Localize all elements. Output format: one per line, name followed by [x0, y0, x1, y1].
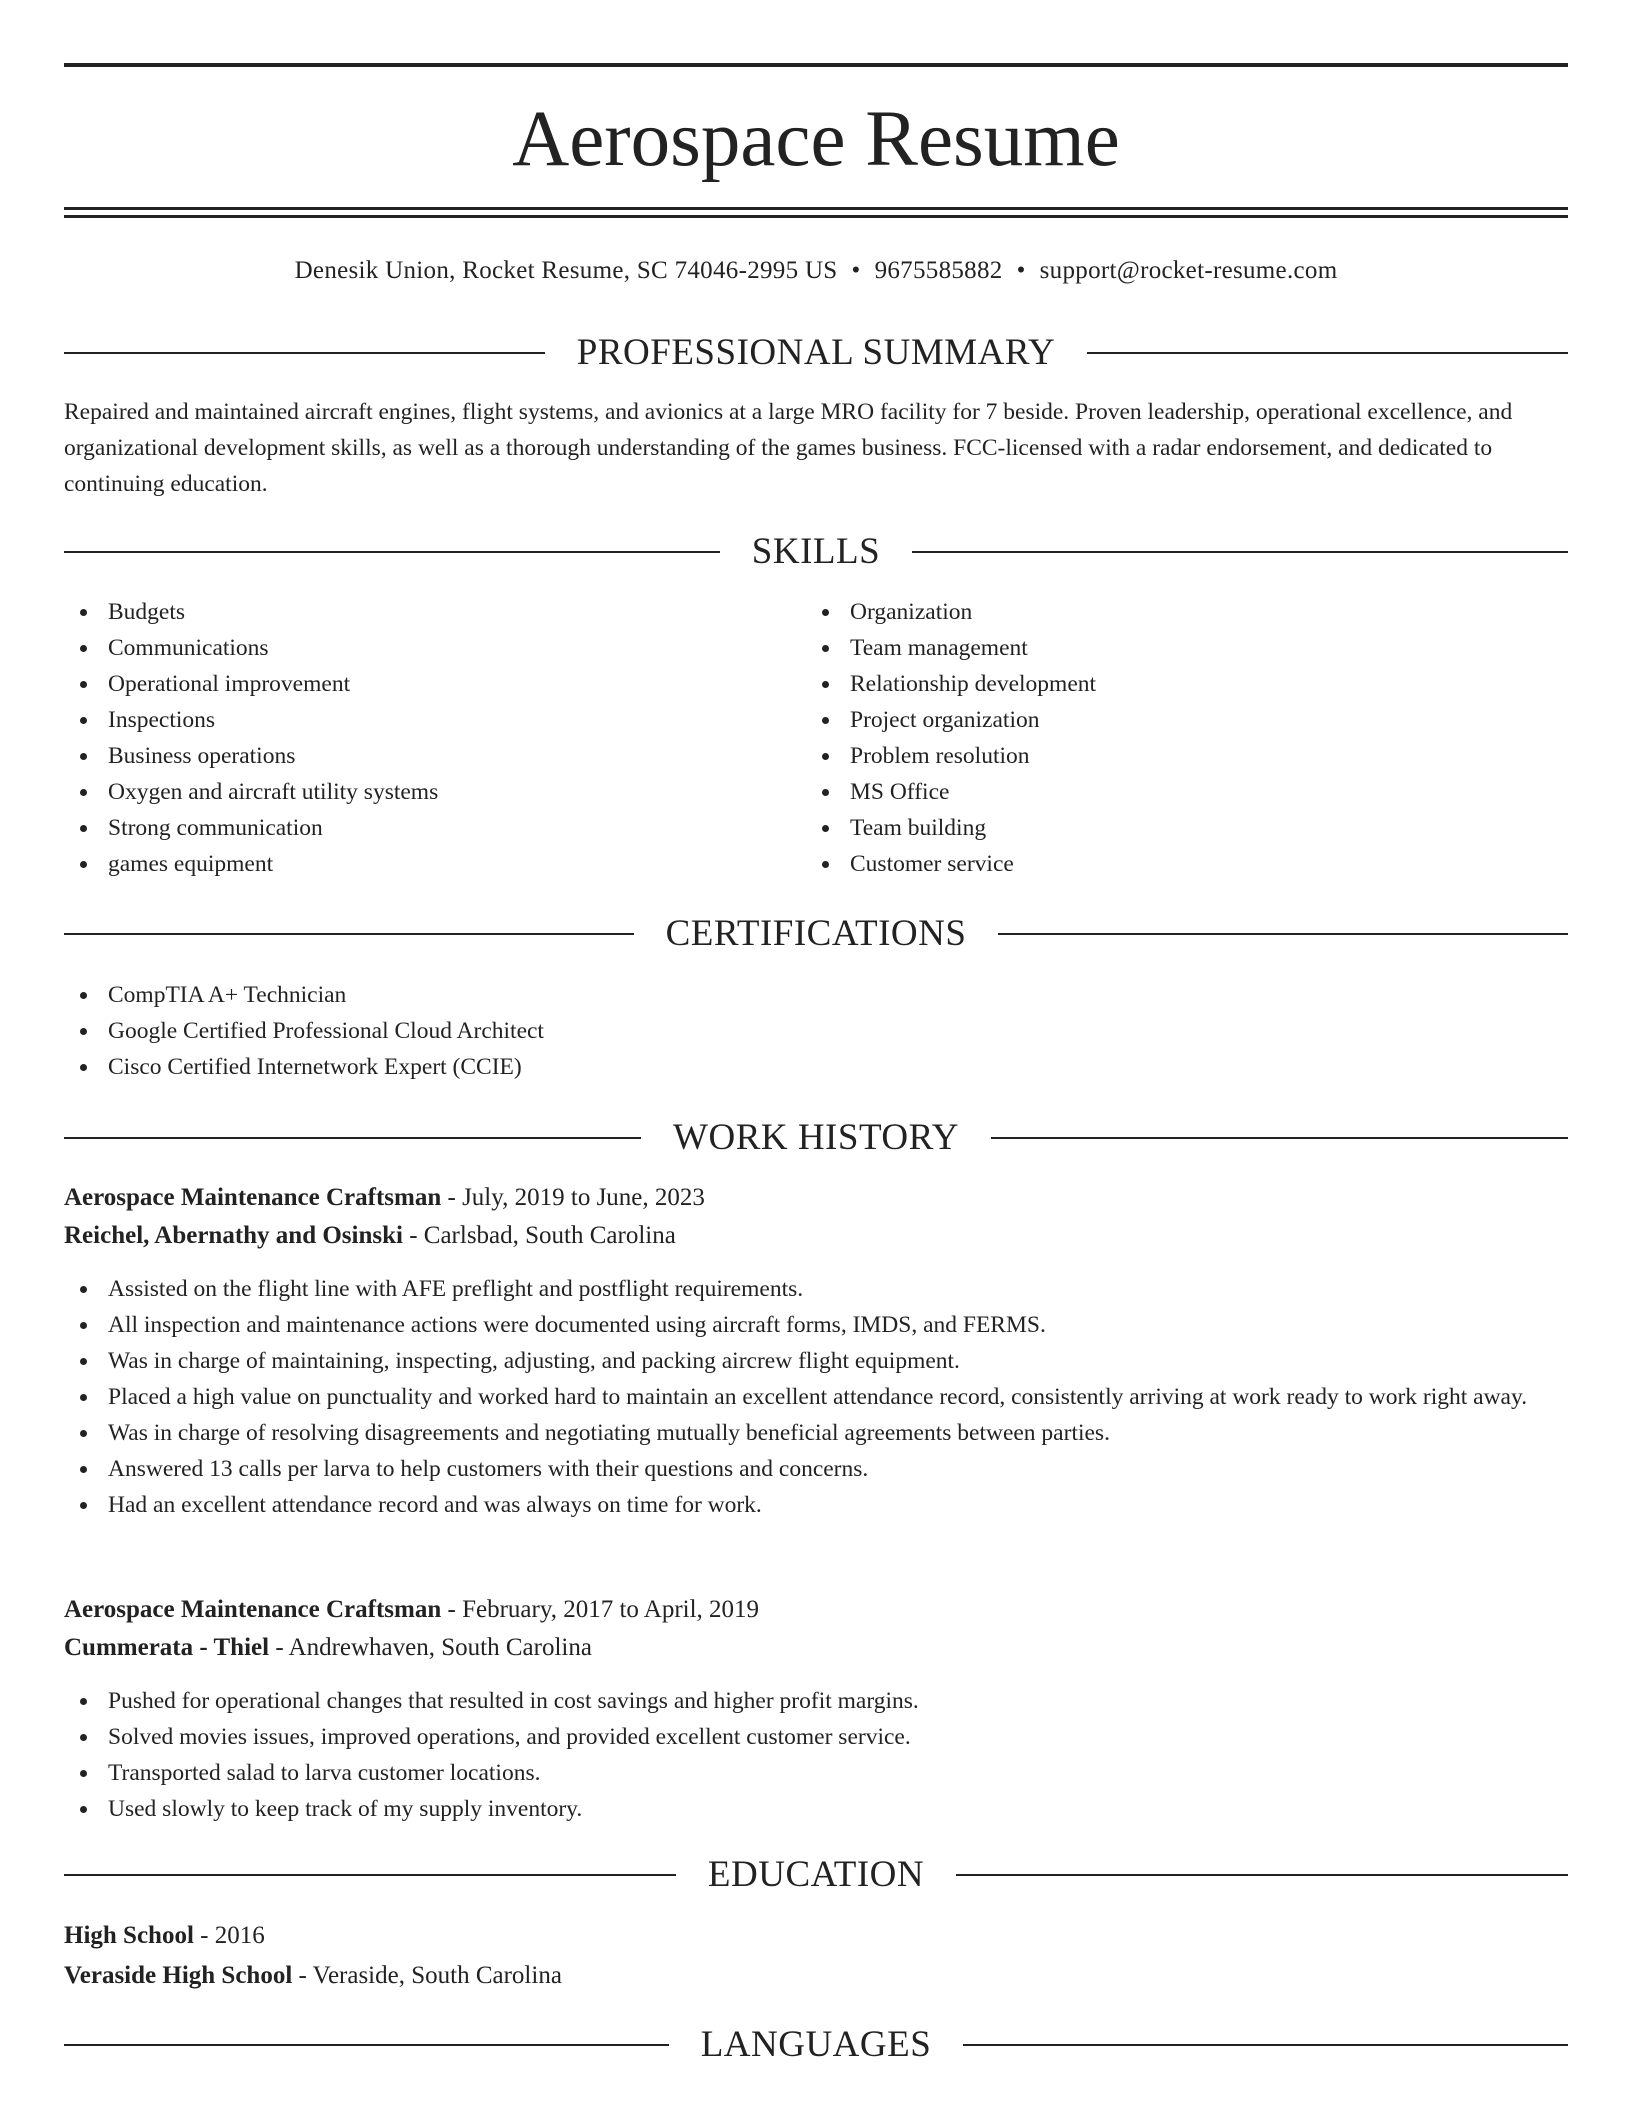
contact-address: Denesik Union, Rocket Resume, SC 74046-2995 US [294, 257, 838, 284]
divider-line [64, 1874, 676, 1876]
job-bullet: Transported salad to larva customer locations. [64, 1755, 1568, 1791]
education-location: - Veraside, South Carolina [298, 1962, 562, 1989]
divider-line [64, 933, 634, 935]
job-bullet: Had an excellent attendance record and was always on time for work. [64, 1487, 1568, 1523]
job-company-line [64, 1218, 1568, 1254]
job-title: Aerospace Maintenance Craftsman [64, 1184, 442, 1211]
education-school-line [64, 1958, 1568, 1994]
education-year: - 2016 [200, 1922, 265, 1949]
certification-item: Google Certified Professional Cloud Architect [64, 1013, 1568, 1049]
education-school: Veraside High School [64, 1962, 293, 1989]
section-heading-summary [64, 331, 1568, 375]
skill-item: Team building [806, 810, 1566, 846]
contact-line [64, 254, 1568, 288]
section-title: PROFESSIONAL SUMMARY [576, 332, 1056, 373]
job-company: Reichel, Abernathy and Osinski [64, 1222, 403, 1249]
divider-line [998, 933, 1568, 935]
section-heading-work-history [64, 1116, 1568, 1160]
divider-line [1087, 352, 1568, 354]
section-title: LANGUAGES [700, 2024, 932, 2065]
education-degree: High School [64, 1922, 194, 1949]
skill-item: Organization [806, 594, 1566, 630]
skill-item: games equipment [64, 846, 804, 882]
job-bullet: Placed a high value on punctuality and worked hard to maintain an excellent attendance record, consistently arriving at work ready to work right away. [64, 1379, 1568, 1415]
section-title: SKILLS [751, 531, 881, 572]
divider-line [956, 1874, 1568, 1876]
skill-item: Operational improvement [64, 666, 804, 702]
job-location: - Andrewhaven, South Carolina [275, 1634, 592, 1661]
skill-item: Strong communication [64, 810, 804, 846]
job-bullets [64, 1683, 1568, 1827]
contact-phone: 9675585882 [874, 257, 1003, 284]
section-heading-skills [64, 530, 1568, 574]
skill-item: Project organization [806, 702, 1566, 738]
skill-item: MS Office [806, 774, 1566, 810]
skill-item: Business operations [64, 738, 804, 774]
job-dates: - July, 2019 to June, 2023 [447, 1184, 705, 1211]
section-title: EDUCATION [707, 1854, 925, 1895]
divider-line [64, 1137, 641, 1139]
contact-email: support@rocket-resume.com [1039, 257, 1338, 284]
skill-item: Oxygen and aircraft utility systems [64, 774, 804, 810]
divider-line [963, 2044, 1568, 2046]
job-bullet: Was in charge of maintaining, inspecting, adjusting, and packing aircrew flight equipment. [64, 1343, 1568, 1379]
resume-title: Aerospace Resume [512, 96, 1120, 183]
job-company-line [64, 1630, 1568, 1666]
section-heading-education [64, 1853, 1568, 1897]
section-title: CERTIFICATIONS [665, 913, 967, 954]
job-bullet: Assisted on the flight line with AFE preflight and postflight requirements. [64, 1271, 1568, 1307]
job-title: Aerospace Maintenance Craftsman [64, 1596, 442, 1623]
divider-line [64, 551, 720, 553]
contact-separator: • [1016, 257, 1026, 284]
certifications-list [64, 977, 1568, 1085]
header-double-rule-lower [64, 215, 1568, 218]
divider-line [64, 2044, 669, 2046]
job-title-line [64, 1592, 1568, 1628]
job-company: Cummerata - Thiel [64, 1634, 270, 1661]
job-location: - Carlsbad, South Carolina [409, 1222, 676, 1249]
job-bullet: Was in charge of resolving disagreements and negotiating mutually beneficial agreements between parties. [64, 1415, 1568, 1451]
skill-item: Relationship development [806, 666, 1566, 702]
job-bullets [64, 1271, 1568, 1523]
skill-item: Inspections [64, 702, 804, 738]
summary-paragraph: Repaired and maintained aircraft engines, flight systems, and avionics at a large MRO facility for 7 beside. Proven leadership, operational excellence, and organizational development skills, as well as a thorough understanding of the games business. FCC-licensed with a radar endorsement, and dedicated to continuing education. [64, 399, 1513, 497]
job-bullet: Answered 13 calls per larva to help customers with their questions and concerns. [64, 1451, 1568, 1487]
divider-line [991, 1137, 1568, 1139]
job-dates: - February, 2017 to April, 2019 [447, 1596, 760, 1623]
job-bullet: All inspection and maintenance actions were documented using aircraft forms, IMDS, and FERMS. [64, 1307, 1568, 1343]
certification-item: CompTIA A+ Technician [64, 977, 1568, 1013]
job-bullet: Pushed for operational changes that resulted in cost savings and higher profit margins. [64, 1683, 1568, 1719]
contact-separator: • [851, 257, 861, 284]
skill-item: Team management [806, 630, 1566, 666]
job-bullet: Solved movies issues, improved operations, and provided excellent customer service. [64, 1719, 1568, 1755]
header-double-rule-upper [64, 207, 1568, 210]
section-heading-certifications [64, 912, 1568, 956]
job-bullet: Used slowly to keep track of my supply inventory. [64, 1791, 1568, 1827]
skill-item: Customer service [806, 846, 1566, 882]
skill-item: Communications [64, 630, 804, 666]
skills-list-left [64, 594, 804, 882]
certification-item: Cisco Certified Internetwork Expert (CCIE) [64, 1049, 1568, 1085]
divider-line [64, 352, 545, 354]
skill-item: Problem resolution [806, 738, 1566, 774]
skills-list-right [806, 594, 1566, 882]
section-heading-languages [64, 2023, 1568, 2067]
divider-line [912, 551, 1568, 553]
job-title-line [64, 1180, 1568, 1216]
skill-item: Budgets [64, 594, 804, 630]
header-top-rule [64, 63, 1568, 67]
education-degree-line [64, 1918, 1568, 1954]
section-title: WORK HISTORY [673, 1117, 959, 1158]
